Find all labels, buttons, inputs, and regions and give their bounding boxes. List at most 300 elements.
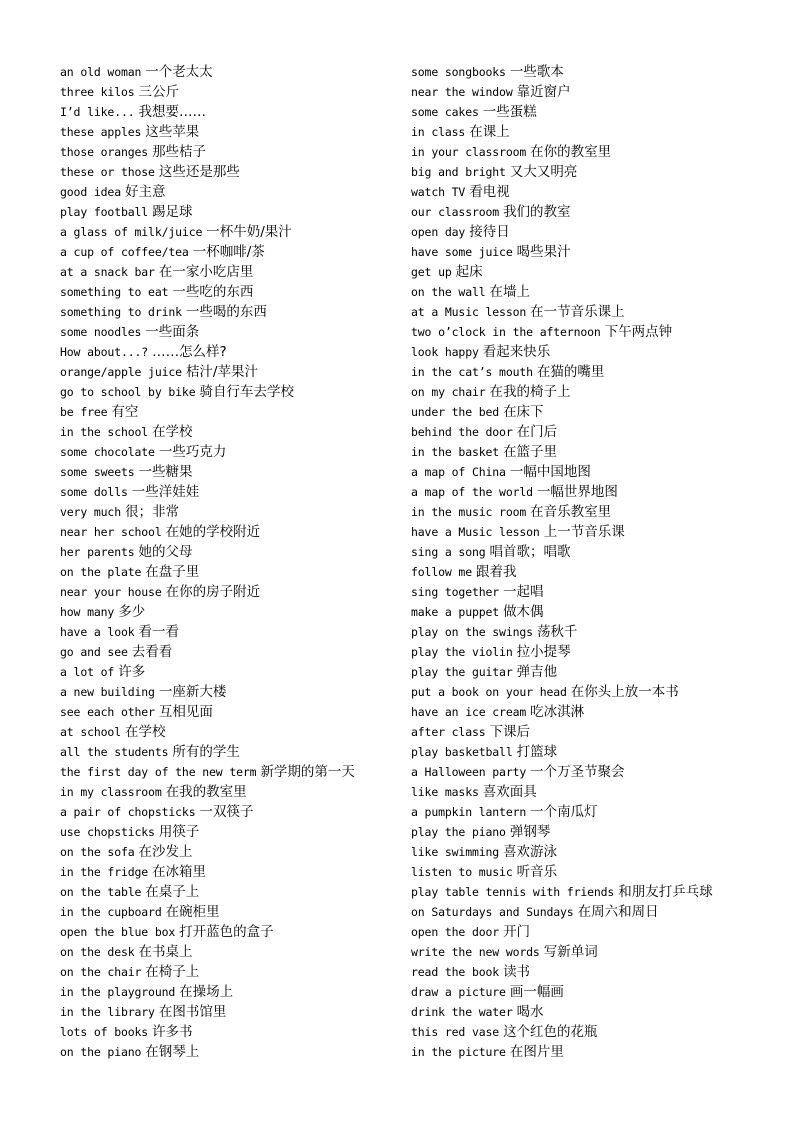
vocabulary-entry (411, 762, 781, 782)
vocabulary-entry (411, 122, 781, 142)
english-phrase: how many (60, 605, 115, 619)
chinese-translation: 在图书馆里 (158, 1004, 227, 1020)
chinese-translation: 一些蛋糕 (482, 104, 537, 120)
vocabulary-entry (411, 162, 781, 182)
english-phrase: lots of books (60, 1025, 149, 1039)
vocabulary-entry (60, 542, 405, 562)
english-phrase: an old woman (60, 65, 142, 79)
english-phrase: big and bright (411, 165, 506, 179)
vocabulary-entry (60, 722, 405, 742)
chinese-translation: 一些洋娃娃 (131, 484, 200, 500)
chinese-translation: 在猫的嘴里 (536, 364, 605, 380)
vocabulary-entry (411, 882, 781, 902)
vocabulary-entry (60, 622, 405, 642)
vocabulary-entry (60, 902, 405, 922)
vocabulary-entry (411, 362, 781, 382)
english-phrase: I’d like... (60, 105, 135, 119)
english-phrase: these or those (60, 165, 155, 179)
vocabulary-entry (60, 322, 405, 342)
vocabulary-entry (411, 242, 781, 262)
english-phrase: sing together (411, 585, 500, 599)
english-phrase: some sweets (60, 465, 135, 479)
english-phrase: play the violin (411, 645, 513, 659)
vocabulary-entry (411, 902, 781, 922)
english-phrase: at a snack bar (60, 265, 155, 279)
chinese-translation: 骑自行车去学校 (199, 384, 294, 400)
vocabulary-entry (60, 1042, 405, 1062)
english-phrase: those oranges (60, 145, 149, 159)
chinese-translation: 打篮球 (516, 744, 558, 760)
chinese-translation: 起床 (455, 264, 483, 280)
english-phrase: play on the swings (411, 625, 533, 639)
vocabulary-entry (60, 1022, 405, 1042)
vocabulary-entry (411, 482, 781, 502)
english-phrase: these apples (60, 125, 142, 139)
english-phrase: use chopsticks (60, 825, 155, 839)
vocabulary-entry (60, 582, 405, 602)
english-phrase: in the cat’s mouth (411, 365, 533, 379)
chinese-translation: 在学校 (124, 724, 166, 740)
chinese-translation: 荡秋千 (536, 624, 578, 640)
english-phrase: in the picture (411, 1045, 506, 1059)
chinese-translation: 所有的学生 (172, 744, 240, 760)
english-phrase: a lot of (60, 665, 115, 679)
english-phrase: some chocolate (60, 445, 155, 459)
vocabulary-entry (60, 602, 405, 622)
vocabulary-entry (411, 182, 781, 202)
chinese-translation: 在学校 (152, 424, 193, 440)
chinese-translation: 去看看 (131, 644, 173, 660)
english-phrase: very much (60, 505, 121, 519)
vocabulary-entry (411, 662, 781, 682)
chinese-translation: 在沙发上 (138, 844, 193, 860)
chinese-translation: 一杯咖啡/茶 (192, 244, 265, 260)
chinese-translation: 在墙上 (489, 284, 531, 300)
chinese-translation: 跟着我 (475, 564, 517, 580)
chinese-translation: 下课后 (489, 724, 531, 740)
english-phrase: on the wall (411, 285, 486, 299)
english-phrase: on the piano (60, 1045, 142, 1059)
english-phrase: watch TV (411, 185, 466, 199)
chinese-translation: 做木偶 (503, 604, 544, 620)
english-phrase: this red vase (411, 1025, 500, 1039)
vocabulary-entry (411, 82, 781, 102)
vocabulary-entry (411, 602, 781, 622)
english-phrase: open the blue box (60, 925, 176, 939)
vocabulary-entry (411, 142, 781, 162)
english-phrase: like swimming (411, 845, 500, 859)
english-phrase: play basketball (411, 745, 513, 759)
chinese-translation: ……怎么样? (152, 344, 227, 360)
chinese-translation: 多少 (118, 604, 146, 620)
vocabulary-entry (60, 102, 405, 122)
chinese-translation: 很；非常 (124, 504, 179, 520)
chinese-translation: 接待日 (469, 224, 510, 240)
vocabulary-entry (411, 742, 781, 762)
vocabulary-entry (411, 522, 781, 542)
chinese-translation: 新学期的第一天 (260, 764, 355, 780)
vocabulary-entry (60, 442, 405, 462)
vocabulary-entry (411, 262, 781, 282)
vocabulary-entry (411, 1022, 781, 1042)
english-phrase: some cakes (411, 105, 479, 119)
vocabulary-entry (60, 242, 405, 262)
english-phrase: on the plate (60, 565, 142, 579)
vocabulary-entry (60, 682, 405, 702)
vocabulary-entry (60, 982, 405, 1002)
vocabulary-entry (60, 662, 405, 682)
vocabulary-entry (411, 462, 781, 482)
english-phrase: on Saturdays and Sundays (411, 905, 574, 919)
vocabulary-entry (60, 922, 405, 942)
vocabulary-entry (411, 1042, 781, 1062)
chinese-translation: 这些苹果 (145, 124, 200, 140)
vocabulary-entry (411, 422, 781, 442)
chinese-translation: 弹吉他 (516, 664, 558, 680)
vocabulary-entry (411, 582, 781, 602)
chinese-translation: 在冰箱里 (152, 864, 207, 880)
chinese-translation: 我们的教室 (503, 204, 571, 220)
vocabulary-entry (411, 102, 781, 122)
english-phrase: play table tennis with friends (411, 885, 615, 899)
chinese-translation: 画一幅画 (509, 984, 564, 1000)
chinese-translation: 在一节音乐课上 (530, 304, 625, 320)
vocabulary-entry (411, 982, 781, 1002)
vocabulary-entry (60, 282, 405, 302)
vocabulary-entry (60, 362, 405, 382)
vocabulary-entry (60, 222, 405, 242)
chinese-translation: 有空 (111, 404, 139, 420)
vocabulary-entry (60, 882, 405, 902)
vocabulary-entry (60, 482, 405, 502)
english-phrase: How about...? (60, 345, 149, 359)
english-phrase: the first day of the new term (60, 765, 257, 779)
chinese-translation: 一些巧克力 (158, 444, 227, 460)
vocabulary-entry (60, 702, 405, 722)
vocabulary-entry (60, 742, 405, 762)
chinese-translation: 踢足球 (152, 204, 193, 220)
english-phrase: see each other (60, 705, 155, 719)
vocabulary-entry (60, 942, 405, 962)
vocabulary-entry (411, 802, 781, 822)
english-phrase: some dolls (60, 485, 128, 499)
vocabulary-entry (60, 62, 405, 82)
chinese-translation: 又大又明亮 (509, 164, 578, 180)
chinese-translation: 在图片里 (509, 1044, 564, 1060)
chinese-translation: 用筷子 (158, 824, 200, 840)
vocabulary-entry (60, 762, 405, 782)
vocabulary-entry (411, 202, 781, 222)
chinese-translation: 一幅世界地图 (536, 484, 618, 500)
left-vocabulary-column (60, 62, 405, 1062)
vocabulary-entry (60, 822, 405, 842)
english-phrase: under the bed (411, 405, 500, 419)
english-phrase: be free (60, 405, 108, 419)
chinese-translation: 一些歌本 (509, 64, 564, 80)
chinese-translation: 三公斤 (138, 84, 180, 100)
chinese-translation: 那些桔子 (152, 144, 207, 160)
english-phrase: some noodles (60, 325, 142, 339)
vocabulary-entry (411, 282, 781, 302)
english-phrase: like masks (411, 785, 479, 799)
english-phrase: play the guitar (411, 665, 513, 679)
english-phrase: a pair of chopsticks (60, 805, 196, 819)
english-phrase: listen to music (411, 865, 513, 879)
english-phrase: have an ice cream (411, 705, 527, 719)
english-phrase: in the library (60, 1005, 155, 1019)
english-phrase: in the fridge (60, 865, 149, 879)
vocabulary-entry (60, 562, 405, 582)
english-phrase: follow me (411, 565, 472, 579)
chinese-translation: 在盘子里 (145, 564, 200, 580)
chinese-translation: 好主意 (124, 184, 166, 200)
vocabulary-entry (411, 722, 781, 742)
english-phrase: look happy (411, 345, 479, 359)
english-phrase: orange/apple juice (60, 365, 182, 379)
chinese-translation: 打开蓝色的盒子 (179, 924, 274, 940)
vocabulary-entry (60, 142, 405, 162)
chinese-translation: 在我的椅子上 (489, 384, 571, 400)
chinese-translation: 在你头上放一本书 (570, 684, 679, 700)
vocabulary-entry (60, 262, 405, 282)
english-phrase: in the playground (60, 985, 176, 999)
english-phrase: behind the door (411, 425, 513, 439)
chinese-translation: 读书 (503, 964, 531, 980)
english-phrase: in my classroom (60, 785, 162, 799)
english-phrase: sing a song (411, 545, 486, 559)
chinese-translation: 在桌子上 (145, 884, 200, 900)
english-phrase: a glass of milk/juice (60, 225, 203, 239)
chinese-translation: 喝水 (516, 1004, 544, 1020)
english-phrase: read the book (411, 965, 500, 979)
chinese-translation: 一幅中国地图 (509, 464, 591, 480)
english-phrase: something to drink (60, 305, 182, 319)
vocabulary-entry (411, 862, 781, 882)
chinese-translation: 在一家小吃店里 (158, 264, 254, 280)
vocabulary-entry (411, 642, 781, 662)
english-phrase: two o’clock in the afternoon (411, 325, 601, 339)
vocabulary-entry (411, 1002, 781, 1022)
english-phrase: a cup of coffee/tea (60, 245, 189, 259)
english-phrase: at a Music lesson (411, 305, 527, 319)
vocabulary-entry (411, 542, 781, 562)
english-phrase: at school (60, 725, 121, 739)
english-phrase: go and see (60, 645, 128, 659)
chinese-translation: 在我的教室里 (165, 784, 247, 800)
chinese-translation: 在周六和周日 (577, 904, 659, 920)
vocabulary-entry (411, 222, 781, 242)
chinese-translation: 看一看 (138, 624, 180, 640)
english-phrase: on the sofa (60, 845, 135, 859)
vocabulary-entry (411, 502, 781, 522)
chinese-translation: 在门后 (516, 424, 558, 440)
english-phrase: in the school (60, 425, 149, 439)
chinese-translation: 这个红色的花瓶 (503, 1024, 598, 1040)
english-phrase: a map of China (411, 465, 506, 479)
vocabulary-entry (60, 382, 405, 402)
english-phrase: go to school by bike (60, 385, 196, 399)
chinese-translation: 在床下 (503, 404, 544, 420)
chinese-translation: 互相见面 (158, 704, 213, 720)
english-phrase: have a look (60, 625, 135, 639)
vocabulary-entry (411, 702, 781, 722)
vocabulary-entry (60, 122, 405, 142)
english-phrase: drink the water (411, 1005, 513, 1019)
vocabulary-entry (60, 862, 405, 882)
chinese-translation: 一个万圣节聚会 (530, 764, 625, 780)
english-phrase: open day (411, 225, 466, 239)
vocabulary-entry (60, 522, 405, 542)
chinese-translation: 喜欢游泳 (503, 844, 558, 860)
english-phrase: get up (411, 265, 452, 279)
chinese-translation: 拉小提琴 (516, 644, 571, 660)
vocabulary-entry (60, 1002, 405, 1022)
vocabulary-entry (60, 162, 405, 182)
vocabulary-entry (60, 462, 405, 482)
chinese-translation: 在她的学校附近 (165, 524, 261, 540)
english-phrase: in your classroom (411, 145, 527, 159)
vocabulary-entry (60, 422, 405, 442)
vocabulary-entry (411, 942, 781, 962)
english-phrase: a pumpkin lantern (411, 805, 527, 819)
chinese-translation: 这些还是那些 (158, 164, 240, 180)
english-phrase: something to eat (60, 285, 169, 299)
chinese-translation: 下午两点钟 (604, 324, 673, 340)
vocabulary-entry (60, 342, 405, 362)
english-phrase: draw a picture (411, 985, 506, 999)
chinese-translation: 一些吃的东西 (172, 284, 254, 300)
chinese-translation: 弹钢琴 (509, 824, 551, 840)
english-phrase: a map of the world (411, 485, 533, 499)
chinese-translation: 一个南瓜灯 (530, 804, 598, 820)
vocabulary-entry (411, 622, 781, 642)
english-phrase: near her school (60, 525, 162, 539)
vocabulary-entry (60, 842, 405, 862)
chinese-translation: 一些糖果 (138, 464, 193, 480)
vocabulary-entry (411, 782, 781, 802)
chinese-translation: 开门 (503, 924, 531, 940)
chinese-translation: 喜欢面具 (482, 784, 537, 800)
chinese-translation: 在椅子上 (145, 964, 200, 980)
vocabulary-entry (411, 442, 781, 462)
vocabulary-entry (411, 402, 781, 422)
chinese-translation: 在钢琴上 (145, 1044, 200, 1060)
english-phrase: in the music room (411, 505, 527, 519)
chinese-translation: 一双筷子 (199, 804, 254, 820)
vocabulary-entry (411, 822, 781, 842)
chinese-translation: 一个老太太 (145, 64, 213, 80)
vocabulary-entry (60, 642, 405, 662)
chinese-translation: 一杯牛奶/果汁 (206, 224, 292, 240)
chinese-translation: 一起唱 (503, 584, 544, 600)
chinese-translation: 唱首歌；唱歌 (489, 544, 571, 560)
english-phrase: put a book on your head (411, 685, 567, 699)
chinese-translation: 和朋友打乒乓球 (618, 884, 713, 900)
vocabulary-entry (411, 342, 781, 362)
chinese-translation: 写新单词 (543, 944, 598, 960)
english-phrase: on the desk (60, 945, 135, 959)
chinese-translation: 在篮子里 (503, 444, 558, 460)
english-phrase: near the window (411, 85, 513, 99)
vocabulary-entry (60, 782, 405, 802)
chinese-translation: 靠近窗户 (516, 84, 571, 100)
vocabulary-entry (60, 402, 405, 422)
vocabulary-entry (411, 382, 781, 402)
english-phrase: play the piano (411, 825, 506, 839)
english-phrase: a new building (60, 685, 155, 699)
vocabulary-entry (60, 802, 405, 822)
chinese-translation: 吃冰淇淋 (530, 704, 585, 720)
english-phrase: near your house (60, 585, 162, 599)
english-phrase: in class (411, 125, 466, 139)
english-phrase: write the new words (411, 945, 540, 959)
chinese-translation: 我想要…… (138, 104, 207, 120)
chinese-translation: 看电视 (469, 184, 510, 200)
chinese-translation: 许多书 (152, 1024, 193, 1040)
english-phrase: have some juice (411, 245, 513, 259)
english-phrase: all the students (60, 745, 169, 759)
vocabulary-entry (411, 682, 781, 702)
english-phrase: have a Music lesson (411, 525, 540, 539)
chinese-translation: 在你的房子附近 (165, 584, 261, 600)
english-phrase: in the basket (411, 445, 500, 459)
chinese-translation: 在你的教室里 (530, 144, 612, 160)
chinese-translation: 在碗柜里 (165, 904, 220, 920)
chinese-translation: 一些喝的东西 (185, 304, 267, 320)
chinese-translation: 看起来快乐 (482, 344, 551, 360)
chinese-translation: 一些面条 (145, 324, 200, 340)
vocabulary-entry (411, 322, 781, 342)
vocabulary-entry (60, 502, 405, 522)
english-phrase: on the table (60, 885, 142, 899)
english-phrase: on the chair (60, 965, 142, 979)
chinese-translation: 桔汁/苹果汁 (185, 364, 258, 380)
english-phrase: some songbooks (411, 65, 506, 79)
vocabulary-entry (411, 962, 781, 982)
vocabulary-entry (411, 842, 781, 862)
chinese-translation: 她的父母 (138, 544, 193, 560)
chinese-translation: 在书桌上 (138, 944, 193, 960)
english-phrase: three kilos (60, 85, 135, 99)
vocabulary-entry (411, 562, 781, 582)
vocabulary-entry (60, 202, 405, 222)
english-phrase: make a puppet (411, 605, 500, 619)
vocabulary-entry (60, 82, 405, 102)
vocabulary-entry (411, 302, 781, 322)
english-phrase: in the cupboard (60, 905, 162, 919)
english-phrase: play football (60, 205, 149, 219)
chinese-translation: 喝些果汁 (516, 244, 571, 260)
vocabulary-entry (60, 182, 405, 202)
english-phrase: her parents (60, 545, 135, 559)
chinese-translation: 在课上 (469, 124, 510, 140)
right-vocabulary-column (411, 62, 781, 1062)
chinese-translation: 在音乐教室里 (530, 504, 612, 520)
english-phrase: good idea (60, 185, 121, 199)
vocabulary-entry (60, 962, 405, 982)
english-phrase: our classroom (411, 205, 500, 219)
chinese-translation: 听音乐 (516, 864, 558, 880)
english-phrase: after class (411, 725, 486, 739)
english-phrase: a Halloween party (411, 765, 527, 779)
chinese-translation: 许多 (118, 664, 146, 680)
english-phrase: on my chair (411, 385, 486, 399)
vocabulary-entry (411, 922, 781, 942)
vocabulary-entry (60, 302, 405, 322)
chinese-translation: 在操场上 (179, 984, 234, 1000)
chinese-translation: 一座新大楼 (158, 684, 227, 700)
vocabulary-entry (411, 62, 781, 82)
